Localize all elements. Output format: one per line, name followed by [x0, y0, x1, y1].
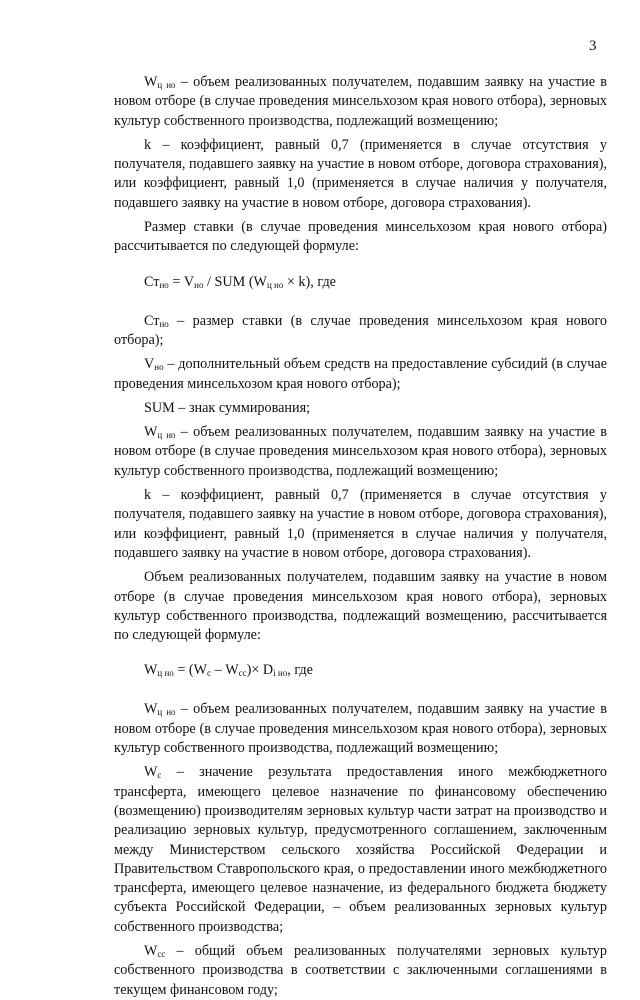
- formula: [144, 661, 607, 680]
- subscript: но: [194, 279, 204, 290]
- text-run: SUM – знак суммирования;: [144, 399, 311, 416]
- text-run: W: [144, 662, 158, 679]
- subscript: ц но: [157, 668, 174, 679]
- text-run: = (W: [173, 662, 208, 679]
- paragraph: [114, 399, 607, 418]
- subscript: ц но: [157, 707, 176, 718]
- text-run: – объем реализованных получателем, подавшим заявку на участие в новом отборе (в случае проведения минсельхозом края нового отбора), зерновых культур собственного производства, подлежащий возмещению;: [114, 74, 607, 129]
- subscript: но: [154, 362, 164, 373]
- text-run: k – коэффициент, равный 0,7 (применяется в случае отсутствия у получателя, подавшего заявку на участие в новом отборе, договора страхования), или коэффициент, равный 1,0 (применяется в случае наличия у получателя, подавшего заявку на участие в новом отборе, договора страхования).: [114, 487, 607, 561]
- subscript: ц но: [157, 430, 176, 441]
- subscript: сс: [157, 948, 166, 959]
- subscript: но: [159, 279, 169, 290]
- text-run: – значение результата предоставления иного межбюджетного трансферта, имеющего целевое назначение по финансовому обеспечению (возмещению) производителям зерновых культур части затрат на производство и реализацию зерновых культур, предусмотренного соглашением, заключенным между Министерством сельского хозяйства Российской Федерации и Правительством Ставропольского края, о предоставлении иного межбюджетного трансферта, имеющего целевое назначение, из федерального бюджета бюджету субъекта Российской Федерации, – объем реализованных зерновых культур собственного производства;: [114, 764, 607, 935]
- paragraph: [114, 355, 607, 394]
- document-body: [114, 73, 607, 1000]
- text-run: – размер ставки (в случае проведения минсельхозом края нового отбора);: [114, 312, 607, 348]
- text-run: W: [144, 764, 158, 781]
- text-run: V: [144, 356, 155, 373]
- page-number: 3: [589, 38, 597, 54]
- subscript: сс: [238, 668, 247, 679]
- subscript: ц но: [157, 80, 176, 90]
- formula: [144, 273, 607, 292]
- paragraph: [114, 763, 607, 937]
- subscript: с: [157, 770, 162, 781]
- text-run: W: [144, 942, 158, 959]
- subscript: с: [207, 668, 212, 679]
- text-run: )× D: [246, 662, 274, 679]
- text-run: W: [144, 701, 158, 718]
- text-run: Объем реализованных получателем, подавшим заявку на участие в новом отборе (в случае проведения минсельхозом края нового отбора), зерновых культур собственного производства, подлежащий возмещению, рассчитывается по следующей формуле:: [114, 569, 607, 644]
- paragraph: [114, 312, 607, 351]
- text-run: W: [144, 424, 158, 441]
- text-run: , где: [287, 662, 313, 679]
- subscript: i но: [273, 668, 288, 679]
- text-run: × k), где: [283, 273, 336, 290]
- paragraph: [114, 942, 607, 1000]
- paragraph: [114, 136, 607, 213]
- text-run: Размер ставки (в случае проведения минсельхозом края нового отбора) рассчитывается по следующей формуле:: [114, 219, 607, 255]
- paragraph: [114, 700, 607, 758]
- text-run: – общий объем реализованных получателями зерновых культур собственного производства в соответствии с заключенными соглашениями в текущем финансовом году;: [114, 942, 607, 998]
- subscript: но: [159, 318, 169, 329]
- paragraph: [114, 568, 607, 645]
- text-run: – дополнительный объем средств на предоставление субсидий (в случае проведения минсельхозом края нового отбора);: [114, 356, 607, 392]
- subscript: ц но: [266, 279, 284, 290]
- text-run: – объем реализованных получателем, подавшим заявку на участие в новом отборе (в случае проведения минсельхозом края нового отбора), зерновых культур собственного производства, подлежащий возмещению;: [114, 424, 607, 479]
- text-run: = V: [168, 273, 195, 290]
- paragraph: [114, 486, 607, 563]
- text-run: – W: [211, 662, 239, 679]
- text-run: – объем реализованных получателем, подавшим заявку на участие в новом отборе (в случае проведения минсельхозом края нового отбора), зерновых культур собственного производства, подлежащий возмещению;: [114, 701, 607, 757]
- text-run: W: [144, 74, 158, 90]
- paragraph: [114, 218, 607, 257]
- paragraph: [114, 73, 607, 131]
- text-run: / SUM (W: [203, 273, 267, 290]
- paragraph: [114, 423, 607, 481]
- text-run: k – коэффициент, равный 0,7 (применяется в случае отсутствия у получателя, подавшего заявку на участие в новом отборе, договора страхования), или коэффициент, равный 1,0 (применяется в случае наличия у получателя, подавшего заявку на участие в новом отборе, договора страхования).: [114, 136, 607, 211]
- text-run: Ст: [144, 273, 160, 290]
- text-run: Ст: [144, 312, 160, 329]
